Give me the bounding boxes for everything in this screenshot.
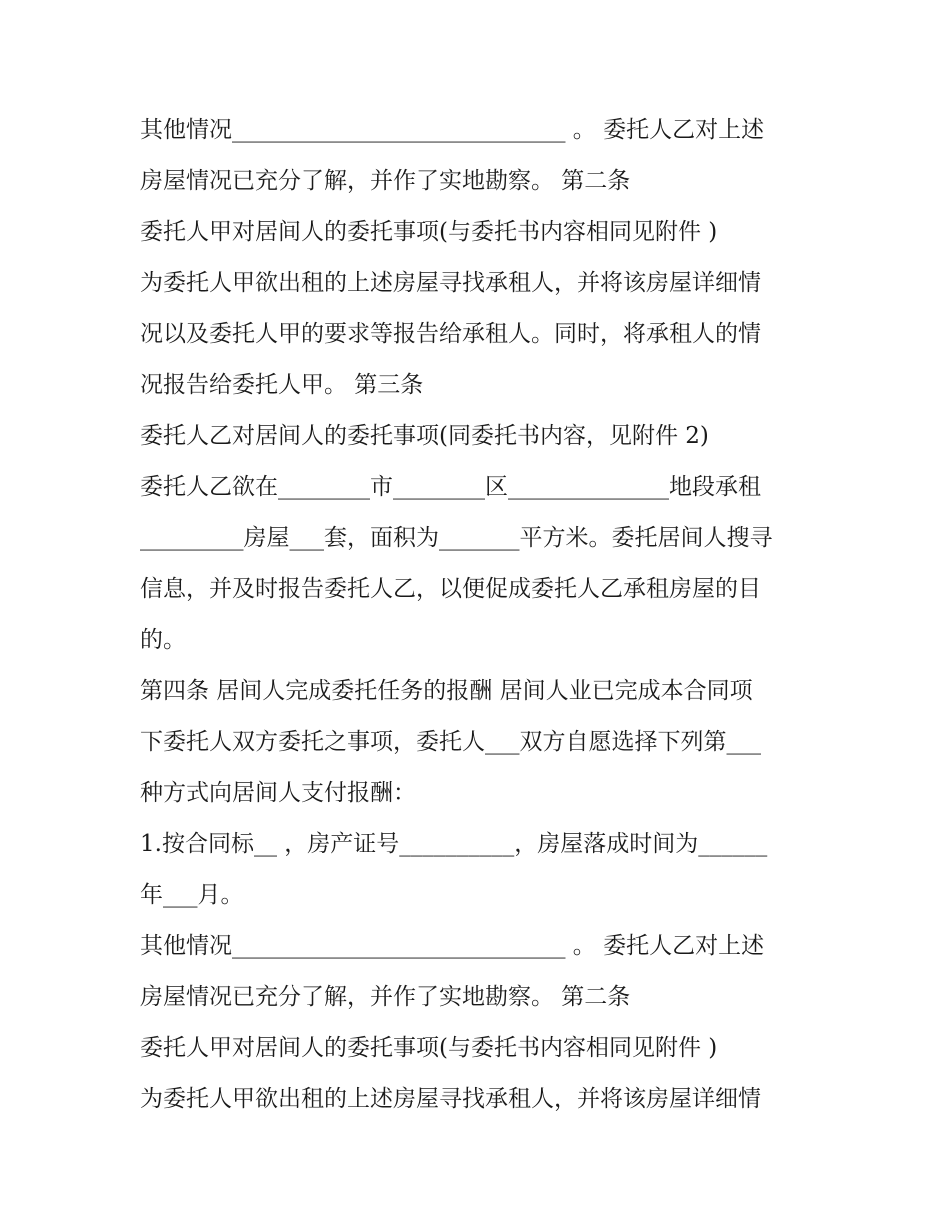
- text-line: 其他情况_____________________________ 。 委托人乙对上述: [140, 117, 765, 143]
- text-line: 种方式向居间人支付报酬：: [140, 780, 416, 806]
- text-line: 况报告给委托人甲。 第三条: [140, 372, 424, 398]
- text-line: 房屋情况已充分了解，并作了实地勘察。 第二条: [140, 168, 631, 194]
- text-line: 为委托人甲欲出租的上述房屋寻找承租人，并将该房屋详细情: [140, 270, 761, 296]
- text-line: 委托人甲对居间人的委托事项(与委托书内容相同见附件 ): [140, 1035, 718, 1061]
- text-line: 第四条 居间人完成委托任务的报酬 居间人业已完成本合同项: [140, 678, 753, 704]
- text-line: 年___月。: [140, 882, 244, 908]
- text-line: 况以及委托人甲的要求等报告给承租人。同时，将承租人的情: [140, 321, 761, 347]
- text-line: 委托人乙欲在________市________区______________地段承租: [140, 474, 761, 500]
- text-line: 1.按合同标__ ，房产证号__________，房屋落成时间为______: [140, 831, 768, 857]
- text-line: 其他情况_____________________________ 。 委托人乙对上述: [140, 933, 765, 959]
- text-line: 的。: [140, 627, 186, 653]
- text-line: _________房屋___套，面积为_______平方米。委托居间人搜寻: [140, 525, 773, 551]
- text-line: 委托人甲对居间人的委托事项(与委托书内容相同见附件 ): [140, 219, 718, 245]
- text-line: 房屋情况已充分了解，并作了实地勘察。 第二条: [140, 984, 631, 1010]
- text-line: 信息，并及时报告委托人乙，以便促成委托人乙承租房屋的目: [140, 576, 761, 602]
- document-body: [140, 108, 830, 1128]
- text-line: 下委托人双方委托之事项，委托人___双方自愿选择下列第___: [140, 729, 761, 755]
- text-line: 委托人乙对居间人的委托事项(同委托书内容，见附件 2): [140, 423, 709, 449]
- text-line: 为委托人甲欲出租的上述房屋寻找承租人，并将该房屋详细情: [140, 1086, 761, 1112]
